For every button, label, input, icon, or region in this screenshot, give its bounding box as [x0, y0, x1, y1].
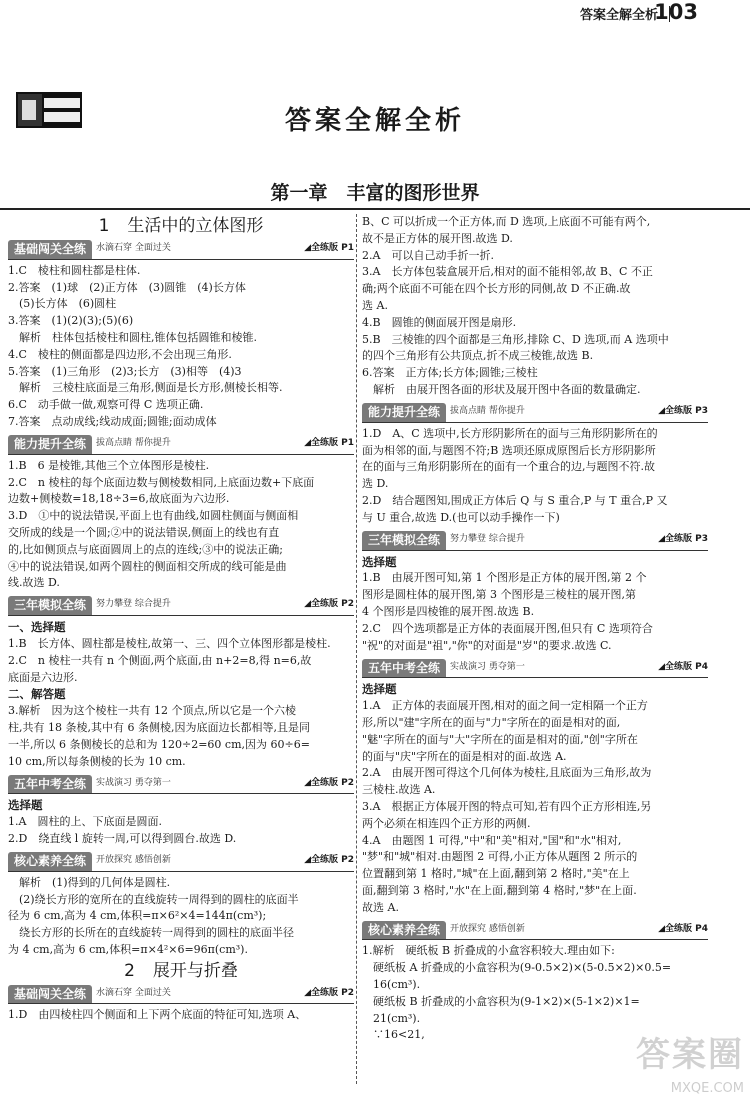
answer-line: 1.B 由展开图可知,第 1 个图形是正方体的展开图,第 2 个 [362, 571, 647, 585]
answer-line: 4.A 由题图 1 可得,"中"和"美"相对,"国"和"水"相对, [362, 833, 622, 847]
answer-line: 的四个三角形有公共顶点,折不成三棱锥,故选 B. [362, 349, 594, 363]
left-column [8, 214, 354, 1024]
exercise-label: 核心素养全练 [8, 852, 92, 871]
answer-line: 形,所以"建"字所在的面与"力"字所在的面是相对的面, [362, 715, 621, 729]
answer-line: 1.A 正方体的表面展开图,相对的面之间一定相隔一个正方 [362, 699, 648, 713]
exercise-bar [362, 530, 708, 551]
answer-line: 6.C 动手做一做,观察可得 C 选项正确. [8, 398, 204, 412]
answer-line: 1.C 棱柱和圆柱都是柱体. [8, 263, 141, 277]
answer-line: 径为 6 cm,高为 4 cm,体积=π×6²×4=144π(cm³); [8, 909, 267, 923]
section-name: 生活中的立体图形 [127, 216, 264, 236]
exercise-label: 三年模拟全练 [362, 531, 446, 550]
subheading: 一、选择题 [8, 620, 66, 635]
exercise-slogan: 水滴石穿 全面过关 [96, 987, 171, 998]
answer-line: B、C 可以折成一个正方体,而 D 选项,上底面不可能有两个, [362, 215, 651, 228]
exercise-label: 五年中考全练 [8, 775, 92, 794]
answer-line: 1.A 圆柱的上、下底面是圆面. [8, 815, 162, 829]
exercise-ref: ◢全练版 P4 [658, 923, 708, 934]
answer-line: 确;两个底面不可能在四个长方形的同侧,故 D 不正确.故 [362, 282, 631, 296]
exercise-slogan: 努力攀登 综合提升 [96, 599, 171, 610]
answer-line: 面为相邻的面,与题图不符;B 选项还原成原图后长方形阴影所 [362, 443, 656, 457]
answer-line: 选 D. [362, 477, 389, 491]
answer-line: 1.解析 硬纸板 B 折叠成的小盒容积较大.理由如下: [362, 944, 615, 958]
answer-line: 硬纸板 A 折叠成的小盒容积为(9-0.5×2)×(5-0.5×2)×0.5= [362, 961, 672, 975]
answer-line: 2.D 绕直线 l 旋转一周,可以得到圆台.故选 D. [8, 831, 237, 845]
answer-line: 5.答案 (1)三角形 (2)3;长方 (3)相等 (4)3 [8, 364, 242, 378]
answer-line: 10 cm,所以每条侧棱的长为 10 cm. [8, 754, 186, 768]
answer-line: 4.C 棱柱的侧面都是四边形,不会出现三角形. [8, 347, 232, 361]
exercise-bar [8, 595, 354, 616]
exercise-ref: ◢全练版 P3 [658, 533, 708, 544]
answer-line: 底面是六边形. [8, 670, 78, 684]
answer-line: 1.B 6 是棱锥,其他三个立体图形是棱柱. [8, 458, 210, 472]
answer-line: 的,比如侧顶点与底面圆周上的点的连线;③中的说法正确; [8, 542, 283, 556]
exercise-bar [8, 983, 354, 1004]
exercise-ref: ◢全练版 P2 [304, 987, 354, 998]
answer-line: 5.B 三棱锥的四个面都是三角形,排除 C、D 选项,而 A 选项中 [362, 332, 669, 346]
answer-line: 的面与"庆"字所在的面是相对的面.故选 A. [362, 749, 567, 763]
exercise-ref: ◢全练版 P1 [304, 437, 354, 448]
exercise-bar [8, 239, 354, 260]
exercise-slogan: 努力攀登 综合提升 [450, 533, 525, 544]
answer-line: 解析 (1)得到的几何体是圆柱. [8, 875, 171, 889]
exercise-label: 基础闯关全练 [8, 985, 92, 1004]
exercise-ref: ◢全练版 P3 [658, 405, 708, 416]
exercise-slogan: 拔高点睛 帮你提升 [450, 405, 525, 416]
exercise-label: 三年模拟全练 [8, 596, 92, 615]
answer-line: 位置翻到第 1 格时,"城"在上面,翻到第 2 格时,"美"在上 [362, 867, 630, 881]
exercise-bar [8, 773, 354, 794]
answer-line: 16(cm³). [362, 978, 421, 992]
exercise-label: 核心素养全练 [362, 921, 446, 940]
subheading: 选择题 [362, 554, 397, 569]
answer-line: 1.D 由四棱柱四个侧面和上下两个底面的特征可知,选项 A、 [8, 1008, 307, 1022]
answer-line: 3.A 根据正方体展开图的特点可知,若有四个正方形相连,另 [362, 799, 652, 813]
column-divider [356, 214, 357, 1084]
answer-line: 为 4 cm,高为 6 cm,体积=π×4²×6=96π(cm³). [8, 942, 248, 956]
exercise-ref: ◢全练版 P2 [304, 777, 354, 788]
answer-line: 2.答案 (1)球 (2)正方体 (3)圆锥 (4)长方体 [8, 280, 246, 294]
answer-line: 2.A 由展开图可得这个几何体为棱柱,且底面为三角形,故为 [362, 766, 652, 780]
section-title [8, 960, 354, 981]
answer-line: 在的面与三角形阴影所在的面有一个重合的边,与题图不符.故 [362, 460, 655, 474]
answer-line: 2.C n 棱柱一共有 n 个侧面,两个底面,由 n+2=8,得 n=6,故 [8, 653, 312, 667]
answer-line: 柱,共有 18 条棱,其中有 6 条侧棱,因为底面边长都相等,且是同 [8, 720, 310, 734]
answer-line: 故不是正方体的展开图.故选 D. [362, 231, 513, 245]
watermark-url: MXQE.COM [670, 1081, 744, 1096]
exercise-label: 能力提升全练 [8, 435, 92, 454]
exercise-bar [362, 657, 708, 678]
exercise-ref: ◢全练版 P1 [304, 243, 354, 253]
answer-line: 交所成的线是一个圆;②中的说法错误,侧面上的线也有直 [8, 525, 280, 539]
exercise-bar [362, 919, 708, 940]
right-column [362, 214, 708, 1044]
exercise-slogan: 开放探究 感悟创新 [96, 854, 171, 865]
chapter-title: 第一章 丰富的图形世界 [270, 182, 480, 204]
exercise-label: 能力提升全练 [362, 403, 446, 422]
answer-line: 一半,所以 6 条侧棱长的总和为 120÷2=60 cm,因为 60÷6= [8, 737, 310, 751]
answer-line: 3.D ①中的说法错误,平面上也有曲线,如圆柱侧面与侧面相 [8, 509, 299, 523]
exercise-bar [8, 851, 354, 872]
answer-line: 2.D 结合题图知,围成正方体后 Q 与 S 重合,P 与 T 重合,P 又 [362, 493, 668, 507]
exercise-ref: ◢全练版 P4 [658, 661, 708, 672]
section-number: 1 [98, 216, 110, 236]
answer-line: 解析 由展开图各面的形状及展开图中各面的数量确定. [362, 382, 641, 396]
answer-line: 4 个图形是四棱锥的展开图.故选 B. [362, 604, 535, 618]
answer-line: ④中的说法错误,如两个圆柱的侧面相交所成的线可能是曲 [8, 559, 287, 573]
page-number: 103 [654, 0, 698, 24]
section-title [8, 218, 354, 235]
answer-line: 边数+侧棱数=18,18÷3=6,故底面为六边形. [8, 492, 230, 506]
answer-line: 图形是圆柱体的展开图,第 3 个图形是三棱柱的展开图,第 [362, 588, 636, 602]
answer-line: "魅"字所在的面与"大"字所在的面是相对的面,"创"字所在 [362, 732, 638, 746]
section-number: 2 [124, 960, 135, 981]
exercise-ref: ◢全练版 P2 [304, 599, 354, 610]
answer-line: 1.B 长方体、圆柱都是棱柱,故第一、三、四个立体图形都是棱柱. [8, 636, 331, 650]
answer-line: 2.A 可以自己动手折一折. [362, 248, 494, 262]
exercise-slogan: 开放探究 感悟创新 [450, 923, 525, 934]
answer-line: 面,翻到第 3 格时,"水"在上面,翻到第 4 格时,"梦"在上面. [362, 883, 637, 897]
title-rule [0, 208, 750, 210]
answer-line: 解析 柱体包括棱柱和圆柱,锥体包括圆锥和棱锥. [8, 330, 257, 344]
answer-line: 绕长方形的长所在的直线旋转一周得到的圆柱的底面半径 [8, 926, 294, 940]
subheading: 二、解答题 [8, 687, 66, 702]
answer-line: (5)长方体 (6)圆柱 [8, 297, 117, 311]
exercise-label: 基础闯关全练 [8, 240, 92, 259]
answer-line: 两个必须在相连四个正方形的两侧. [362, 816, 531, 830]
answer-line: 选 A. [362, 298, 388, 312]
answer-line: 1.D A、C 选项中,长方形阴影所在的面与三角形阴影所在的 [362, 426, 658, 440]
answer-line: "梦"和"城"相对.由题图 2 可得,小正方体从题图 2 所示的 [362, 850, 638, 864]
answer-line: ∵16<21, [362, 1028, 425, 1042]
answer-line: 3.答案 (1)(2)(3);(5)(6) [8, 314, 134, 328]
answer-line: "祝"的对面是"祖","你"的对面是"岁"的要求.故选 C. [362, 638, 612, 652]
answer-line: 7.答案 点动成线;线动成面;圆锥;面动成体 [8, 414, 217, 428]
exercise-slogan: 拔高点睛 帮你提升 [96, 437, 171, 448]
answer-line: 21(cm³). [362, 1011, 421, 1025]
main-title: 答案全解全析 [284, 106, 465, 136]
exercise-slogan: 水滴石穿 全面过关 [96, 243, 171, 253]
answer-line: 故选 A. [362, 900, 399, 914]
subheading: 选择题 [362, 682, 397, 697]
exercise-ref: ◢全练版 P2 [304, 854, 354, 865]
answer-line: 2.C 四个选项都是正方体的表面展开图,但只有 C 选项符合 [362, 621, 653, 635]
answer-line: 3.解析 因为这个棱柱一共有 12 个顶点,所以它是一个六棱 [8, 704, 296, 718]
exercise-slogan: 实战演习 勇夺第一 [96, 777, 171, 788]
answer-line: 6.答案 正方体;长方体;圆锥;三棱柱 [362, 366, 538, 380]
answer-line: (2)绕长方形的宽所在的直线旋转一周得到的圆柱的底面半 [8, 892, 299, 906]
answer-line: 4.B 圆锥的侧面展开图是扇形. [362, 315, 517, 329]
exercise-bar [362, 402, 708, 423]
answer-line: 线.故选 D. [8, 576, 60, 590]
subheading: 选择题 [8, 798, 43, 813]
section-name: 展开与折叠 [152, 960, 238, 981]
exercise-bar [8, 434, 354, 455]
answer-line: 解析 三棱柱底面是三角形,侧面是长方形,侧棱长相等. [8, 381, 283, 395]
watermark: 答案圈 [636, 1035, 744, 1075]
exercise-slogan: 实战演习 勇夺第一 [450, 661, 525, 672]
answer-line: 三棱柱.故选 A. [362, 783, 436, 797]
answer-line: 硬纸板 B 折叠成的小盒容积为(9-1×2)×(5-1×2)×1= [362, 994, 640, 1008]
header-title: 答案全解全析 [579, 8, 658, 23]
exercise-label: 五年中考全练 [362, 659, 446, 678]
answer-line: 与 U 重合,故选 D.(也可以动手操作一下) [362, 510, 560, 524]
answer-line: 3.A 长方体包装盒展开后,相对的面不能相邻,故 B、C 不正 [362, 265, 653, 279]
answer-line: 2.C n 棱柱的每个底面边数与侧棱数相同,上底面边数+下底面 [8, 475, 315, 489]
